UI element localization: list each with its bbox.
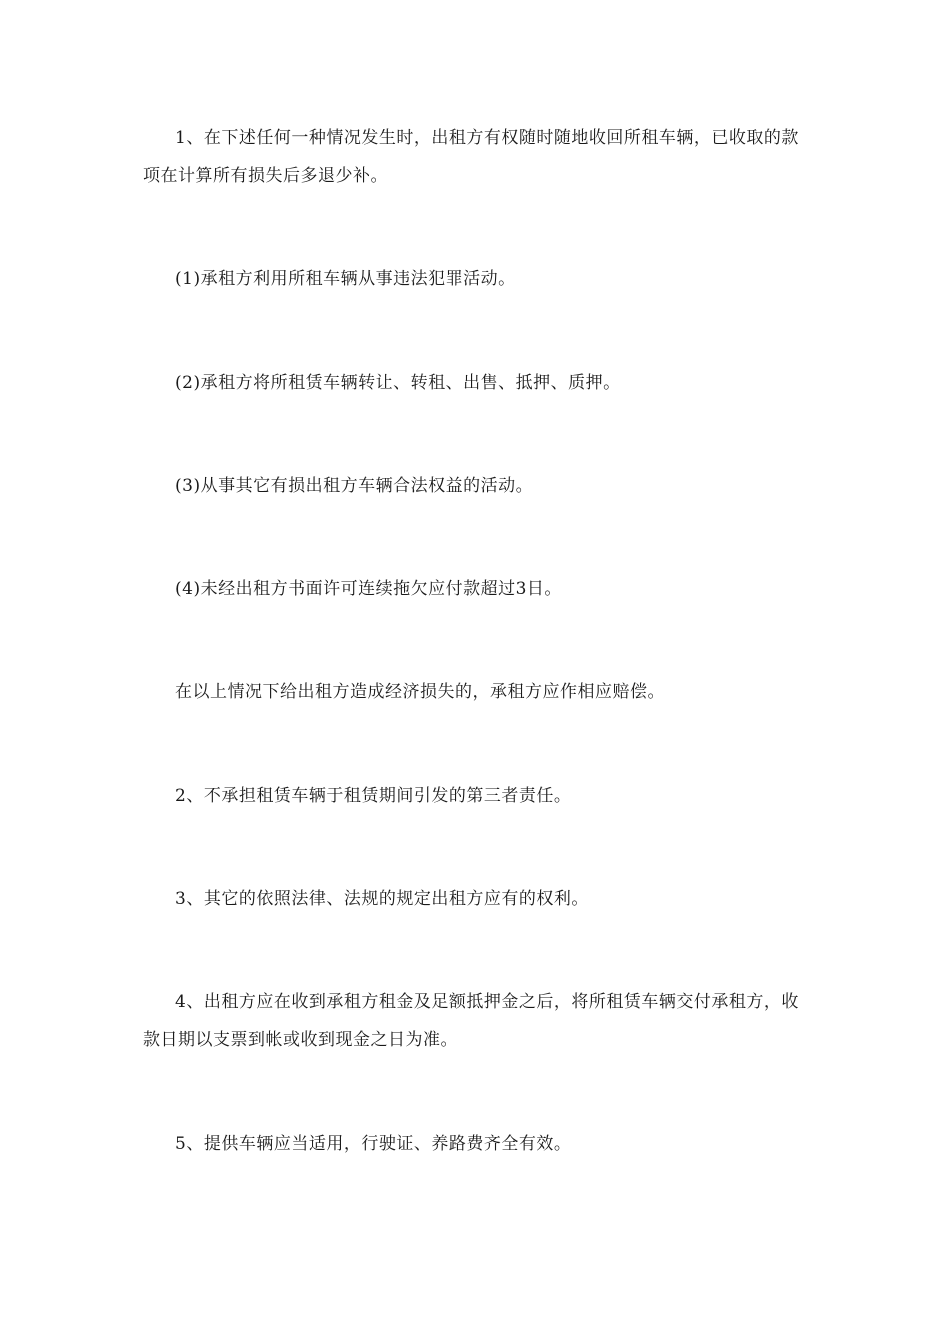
sub-item-1-illegal-activity: (1)承租方利用所租车辆从事违法犯罪活动。 [175, 269, 516, 289]
clause-5-vehicle-condition: 5、提供车辆应当适用，行驶证、养路费齐全有效。 [175, 1134, 572, 1154]
clause-3-other-rights: 3、其它的依照法律、法规的规定出租方应有的权利。 [175, 889, 589, 909]
sub-item-4-payment-arrears: (4)未经出租方书面许可连续拖欠应付款超过3日。 [175, 579, 562, 599]
sub-item-2-transfer-sublease: (2)承租方将所租赁车辆转让、转租、出售、抵押、质押。 [175, 373, 621, 393]
clause-2-third-party-liability: 2、不承担租赁车辆于租赁期间引发的第三者责任。 [175, 786, 572, 806]
compensation-paragraph: 在以上情况下给出租方造成经济损失的，承租方应作相应赔偿。 [175, 682, 665, 702]
clause-4-vehicle-delivery: 4、出租方应在收到承租方租金及足额抵押金之后，将所租赁车辆交付承租方，收款日期以支票到帐或收到现金之日为准。 [143, 992, 799, 1050]
sub-item-3-other-damage: (3)从事其它有损出租方车辆合法权益的活动。 [175, 476, 534, 496]
clause-1-recovery-rights: 1、在下述任何一种情况发生时，出租方有权随时随地收回所租车辆，已收取的款项在计算所有损失后多退少补。 [143, 128, 799, 186]
